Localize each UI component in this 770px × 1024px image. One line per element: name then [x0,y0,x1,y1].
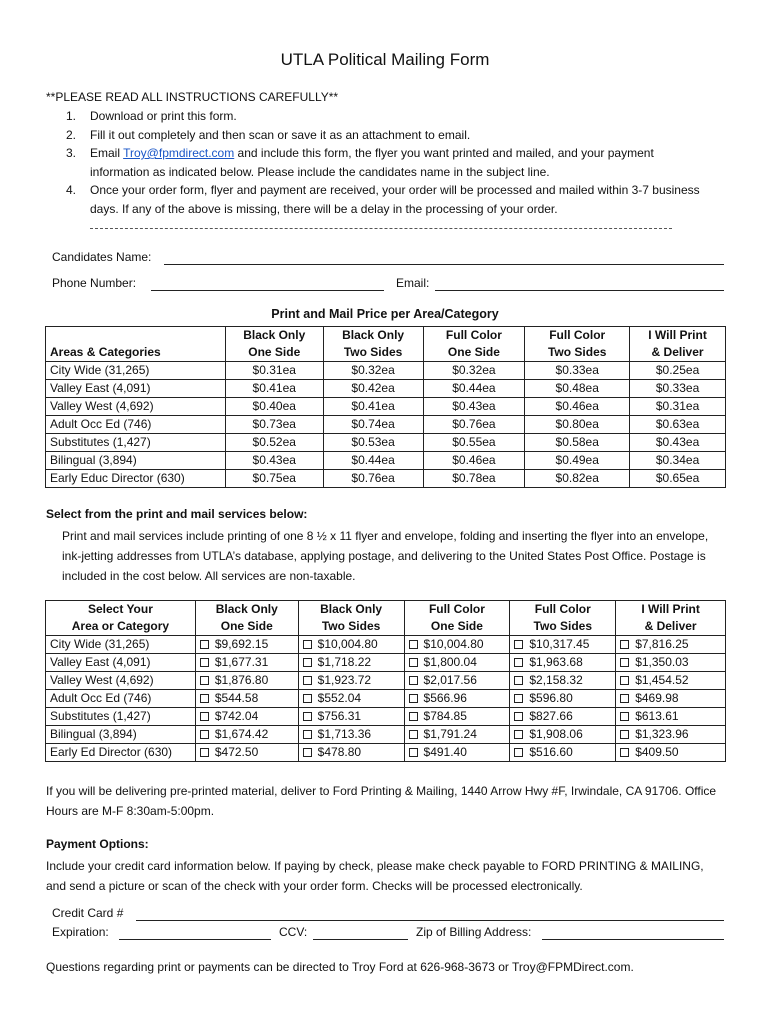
header-line: Black Only [243,328,306,342]
instruction-text: and include this form, the flyer you want printed and mailed, and your payment information as indicated below. Please include the candidates name in the subject line. [90,146,654,179]
dashed-divider [90,228,672,229]
instruction-text: Email [90,146,124,160]
instruction-text: Fill it out completely and then scan or save it as an attachment to email. [90,127,471,142]
price-cell: $0.76ea [323,470,423,488]
checkbox[interactable] [200,676,209,685]
header-line: Full Color [428,602,485,616]
price-cell: $0.46ea [423,452,525,470]
checkbox[interactable] [409,694,418,703]
price-cell: $0.41ea [225,380,323,398]
order-price: $2,158.32 [529,673,583,687]
order-option-cell[interactable] [616,726,726,744]
instruction-number: 3. [66,146,77,160]
checkbox[interactable] [620,712,629,721]
payment-heading: Payment Options: [46,837,149,851]
order-table-body [46,636,726,762]
order-price: $613.61 [635,709,679,723]
price-cell: $0.43ea [225,452,323,470]
checkbox[interactable] [620,748,629,757]
checkbox[interactable] [409,712,418,721]
order-price: $596.80 [529,691,573,705]
phone-number-field[interactable] [151,290,384,291]
order-option-cell[interactable] [616,690,726,708]
table-row [46,362,726,380]
price-table-header-cell [225,327,323,362]
price-cell: $0.34ea [630,452,726,470]
price-cell: $0.32ea [323,362,423,380]
header-line: Area or Category [71,619,170,633]
order-price: $1,674.42 [214,727,269,741]
order-price: $409.50 [635,745,679,759]
checkbox[interactable] [514,748,523,757]
email-label: Email: [396,276,430,290]
order-option-cell[interactable] [510,726,616,744]
order-option-cell[interactable] [510,690,616,708]
order-price: $784.85 [423,709,467,723]
header-line: One Side [220,619,273,633]
price-cell: $0.65ea [630,470,726,488]
order-option-cell[interactable] [616,744,726,762]
credit-card-label: Credit Card # [52,906,124,920]
order-price: $827.66 [529,709,573,723]
order-option-cell[interactable] [404,672,510,690]
checkbox[interactable] [303,712,312,721]
area-name-cell: City Wide (31,265) [46,362,226,380]
order-price: $516.60 [529,745,573,759]
header-line: One Side [447,345,500,359]
order-option-cell[interactable] [298,654,404,672]
price-table-header-row [46,327,726,362]
checkbox[interactable] [514,730,523,739]
order-option-cell[interactable] [195,708,298,726]
table-row [46,726,726,744]
area-name-cell: Early Educ Director (630) [46,470,226,488]
order-option-cell[interactable] [404,708,510,726]
checkbox[interactable] [409,730,418,739]
order-price: $1,791.24 [423,727,477,741]
ccv-field[interactable] [313,939,408,940]
checkbox[interactable] [514,658,523,667]
order-price: $1,963.68 [529,655,583,669]
checkbox[interactable] [303,694,312,703]
checkbox[interactable] [200,712,209,721]
price-table-body [46,362,726,488]
checkbox[interactable] [620,640,629,649]
email-link[interactable]: Troy@fpmdirect.com [123,146,235,160]
checkbox[interactable] [409,658,418,667]
price-cell: $0.31ea [630,398,726,416]
table-row [46,398,726,416]
price-cell: $0.46ea [525,398,630,416]
table-row [46,654,726,672]
checkbox[interactable] [303,658,312,667]
order-price: $472.50 [214,745,259,759]
checkbox[interactable] [303,640,312,649]
price-cell: $0.49ea [525,452,630,470]
order-price: $2,017.56 [423,673,477,687]
checkbox[interactable] [303,730,312,739]
checkbox[interactable] [620,730,629,739]
order-option-cell[interactable] [510,672,616,690]
header-line: Two Sides [321,619,381,633]
delivery-note: If you will be delivering pre-printed material, deliver to Ford Printing & Mailing, 1440 Arrow Hwy #F, Irwindale, CA 91706. Office Hours are M-F 8:30am-5:00pm. [46,784,717,818]
header-line: & Deliver [651,345,704,359]
order-price: $1,713.36 [317,727,372,741]
order-price: $544.58 [214,691,259,705]
price-table [45,326,726,488]
price-cell: $0.43ea [630,434,726,452]
expiration-field[interactable] [119,939,271,940]
ccv-label: CCV: [279,925,308,939]
checkbox[interactable] [303,748,312,757]
checkbox[interactable] [303,676,312,685]
order-option-cell[interactable] [510,744,616,762]
instruction-text: Once your order form, flyer and payment are received, your order will be processed and mailed within 3-7 business days. If any of the above is missing, there will be a delay in the processing of your order. [90,183,700,216]
order-price: $1,908.06 [529,727,583,741]
order-price: $1,677.31 [214,655,269,669]
instruction-item [52,107,712,126]
header-line: Full Color [549,328,606,342]
header-line: Black Only [215,602,278,616]
order-option-cell[interactable] [195,726,298,744]
checkbox[interactable] [200,640,209,649]
instruction-item [52,181,712,218]
order-option-cell[interactable] [510,654,616,672]
price-cell: $0.76ea [423,416,525,434]
price-cell: $0.25ea [630,362,726,380]
order-option-cell[interactable] [510,636,616,654]
header-line: One Side [430,619,483,633]
candidates-name-field[interactable] [164,264,724,265]
price-cell: $0.55ea [423,434,525,452]
checkbox[interactable] [409,676,418,685]
order-option-cell[interactable] [298,636,404,654]
order-option-cell[interactable] [298,690,404,708]
price-cell: $0.58ea [525,434,630,452]
price-cell: $0.32ea [423,362,525,380]
order-table-header-cell [404,601,510,636]
services-heading: Select from the print and mail services below: [46,507,308,521]
table-row [46,380,726,398]
table-row [46,452,726,470]
zip-field[interactable] [542,939,724,940]
order-price: $7,816.25 [635,637,689,651]
order-option-cell[interactable] [404,726,510,744]
order-table-header-cell [46,601,196,636]
credit-card-field[interactable] [136,920,724,921]
order-option-cell[interactable] [298,744,404,762]
order-table-header-cell [195,601,298,636]
instruction-item [52,126,712,145]
instruction-number: 1. [66,109,77,123]
price-cell: $0.82ea [525,470,630,488]
area-name-cell: Valley West (4,692) [46,398,226,416]
zip-label: Zip of Billing Address: [416,925,532,939]
order-option-cell[interactable] [195,672,298,690]
order-price: $1,454.52 [635,673,689,687]
price-cell: $0.43ea [423,398,525,416]
checkbox[interactable] [200,730,209,739]
price-cell: $0.31ea [225,362,323,380]
order-price: $1,323.96 [635,727,689,741]
header-line: Two Sides [343,345,403,359]
area-name-cell: Valley East (4,091) [46,654,196,672]
table-row [46,672,726,690]
email-field[interactable] [435,290,724,291]
checkbox[interactable] [200,748,209,757]
price-cell: $0.78ea [423,470,525,488]
order-option-cell[interactable] [404,636,510,654]
header-line: Full Color [445,328,502,342]
price-cell: $0.53ea [323,434,423,452]
price-cell: $0.73ea [225,416,323,434]
header-line: & Deliver [644,619,697,633]
checkbox[interactable] [620,658,629,667]
price-cell: $0.48ea [525,380,630,398]
order-price: $1,923.72 [317,673,372,687]
order-option-cell[interactable] [616,654,726,672]
order-price: $10,004.80 [423,637,484,651]
order-option-cell[interactable] [195,690,298,708]
price-table-header-cell [525,327,630,362]
footer-contact: Questions regarding print or payments can be directed to Troy Ford at 626-968-3673 or Troy@FPMDirect.com. [46,960,634,974]
order-table-header-cell [298,601,404,636]
order-option-cell[interactable] [616,672,726,690]
order-option-cell[interactable] [404,744,510,762]
price-cell: $0.42ea [323,380,423,398]
table-row [46,434,726,452]
order-table [45,600,726,762]
order-price: $491.40 [423,745,467,759]
table-row [46,708,726,726]
header-line: Black Only [320,602,383,616]
table-row [46,744,726,762]
instruction-text: Download or print this form. [90,109,237,123]
order-option-cell[interactable] [298,726,404,744]
order-table-header-cell [616,601,726,636]
order-price: $10,004.80 [317,637,378,651]
order-option-cell[interactable] [616,708,726,726]
table-row [46,416,726,434]
order-option-cell[interactable] [195,654,298,672]
header-line: Areas & Categories [50,345,161,359]
order-option-cell[interactable] [298,672,404,690]
area-name-cell: Adult Occ Ed (746) [46,690,196,708]
order-price: $566.96 [423,691,467,705]
price-cell: $0.33ea [630,380,726,398]
order-price: $469.98 [635,691,679,705]
table-row [46,690,726,708]
header-line: Full Color [534,602,591,616]
header-line: Two Sides [547,345,607,359]
price-cell: $0.33ea [525,362,630,380]
price-table-header-cell [46,327,226,362]
order-price: $478.80 [317,745,362,759]
phone-number-label: Phone Number: [52,276,137,290]
price-cell: $0.40ea [225,398,323,416]
candidates-name-label: Candidates Name: [52,250,152,264]
order-price: $756.31 [317,709,362,723]
area-name-cell: Adult Occ Ed (746) [46,416,226,434]
order-table-header-cell [510,601,616,636]
header-line: I Will Print [641,602,700,616]
order-option-cell[interactable] [195,636,298,654]
price-cell: $0.74ea [323,416,423,434]
payment-instructions: Include your credit card information below. If paying by check, please make check payable to FORD PRINTING & MAILING, and send a picture or scan of the check with your order form. Checks will be processed electronically. [46,859,704,893]
price-table-header-cell [323,327,423,362]
table-row [46,636,726,654]
table-row [46,470,726,488]
header-line: I Will Print [648,328,707,342]
area-name-cell: Bilingual (3,894) [46,726,196,744]
order-price: $9,692.15 [214,637,269,651]
area-name-cell: Substitutes (1,427) [46,708,196,726]
form-title: UTLA Political Mailing Form [280,50,490,69]
price-table-title: Print and Mail Price per Area/Category [271,307,499,321]
price-table-header-cell [423,327,525,362]
order-price: $1,876.80 [214,673,269,687]
order-price: $1,718.22 [317,655,372,669]
price-cell: $0.80ea [525,416,630,434]
instruction-number: 2. [66,127,77,142]
checkbox[interactable] [620,676,629,685]
area-name-cell: Early Ed Director (630) [46,744,196,762]
order-option-cell[interactable] [404,654,510,672]
instructions-list [52,107,712,218]
order-price: $552.04 [317,691,362,705]
checkbox[interactable] [514,694,523,703]
header-line: Black Only [342,328,405,342]
area-name-cell: Valley East (4,091) [46,380,226,398]
area-name-cell: City Wide (31,265) [46,636,196,654]
area-name-cell: Bilingual (3,894) [46,452,226,470]
header-line: Two Sides [533,619,592,633]
header-line: One Side [248,345,301,359]
order-table-header-row [46,601,726,636]
checkbox[interactable] [200,694,209,703]
area-name-cell: Valley West (4,692) [46,672,196,690]
area-name-cell: Substitutes (1,427) [46,434,226,452]
price-cell: $0.44ea [323,452,423,470]
order-option-cell[interactable] [510,708,616,726]
order-option-cell[interactable] [404,690,510,708]
order-option-cell[interactable] [616,636,726,654]
instructions-heading: **PLEASE READ ALL INSTRUCTIONS CAREFULLY** [46,90,339,104]
order-option-cell[interactable] [298,708,404,726]
checkbox[interactable] [514,712,523,721]
price-cell: $0.63ea [630,416,726,434]
price-cell: $0.44ea [423,380,525,398]
price-cell: $0.41ea [323,398,423,416]
checkbox[interactable] [200,658,209,667]
checkbox[interactable] [514,640,523,649]
header-line: Select Your [87,602,153,616]
price-table-header-cell [630,327,726,362]
order-option-cell[interactable] [195,744,298,762]
instruction-number: 4. [66,183,77,197]
order-price: $1,350.03 [635,655,689,669]
order-price: $10,317.45 [529,637,590,651]
price-cell: $0.52ea [225,434,323,452]
order-price: $742.04 [214,709,259,723]
instruction-item [52,144,712,181]
checkbox[interactable] [409,640,418,649]
checkbox[interactable] [409,748,418,757]
price-cell: $0.75ea [225,470,323,488]
expiration-label: Expiration: [52,925,109,939]
order-price: $1,800.04 [423,655,477,669]
checkbox[interactable] [514,676,523,685]
services-description: Print and mail services include printing of one 8 ½ x 11 flyer and envelope, folding and inserting the flyer into an envelope, ink-jetting addresses from UTLA’s database, applying postage, and delivering to the United States Post Office. Postage is included in the cost below. All services are non-taxable. [62,529,709,583]
checkbox[interactable] [620,694,629,703]
